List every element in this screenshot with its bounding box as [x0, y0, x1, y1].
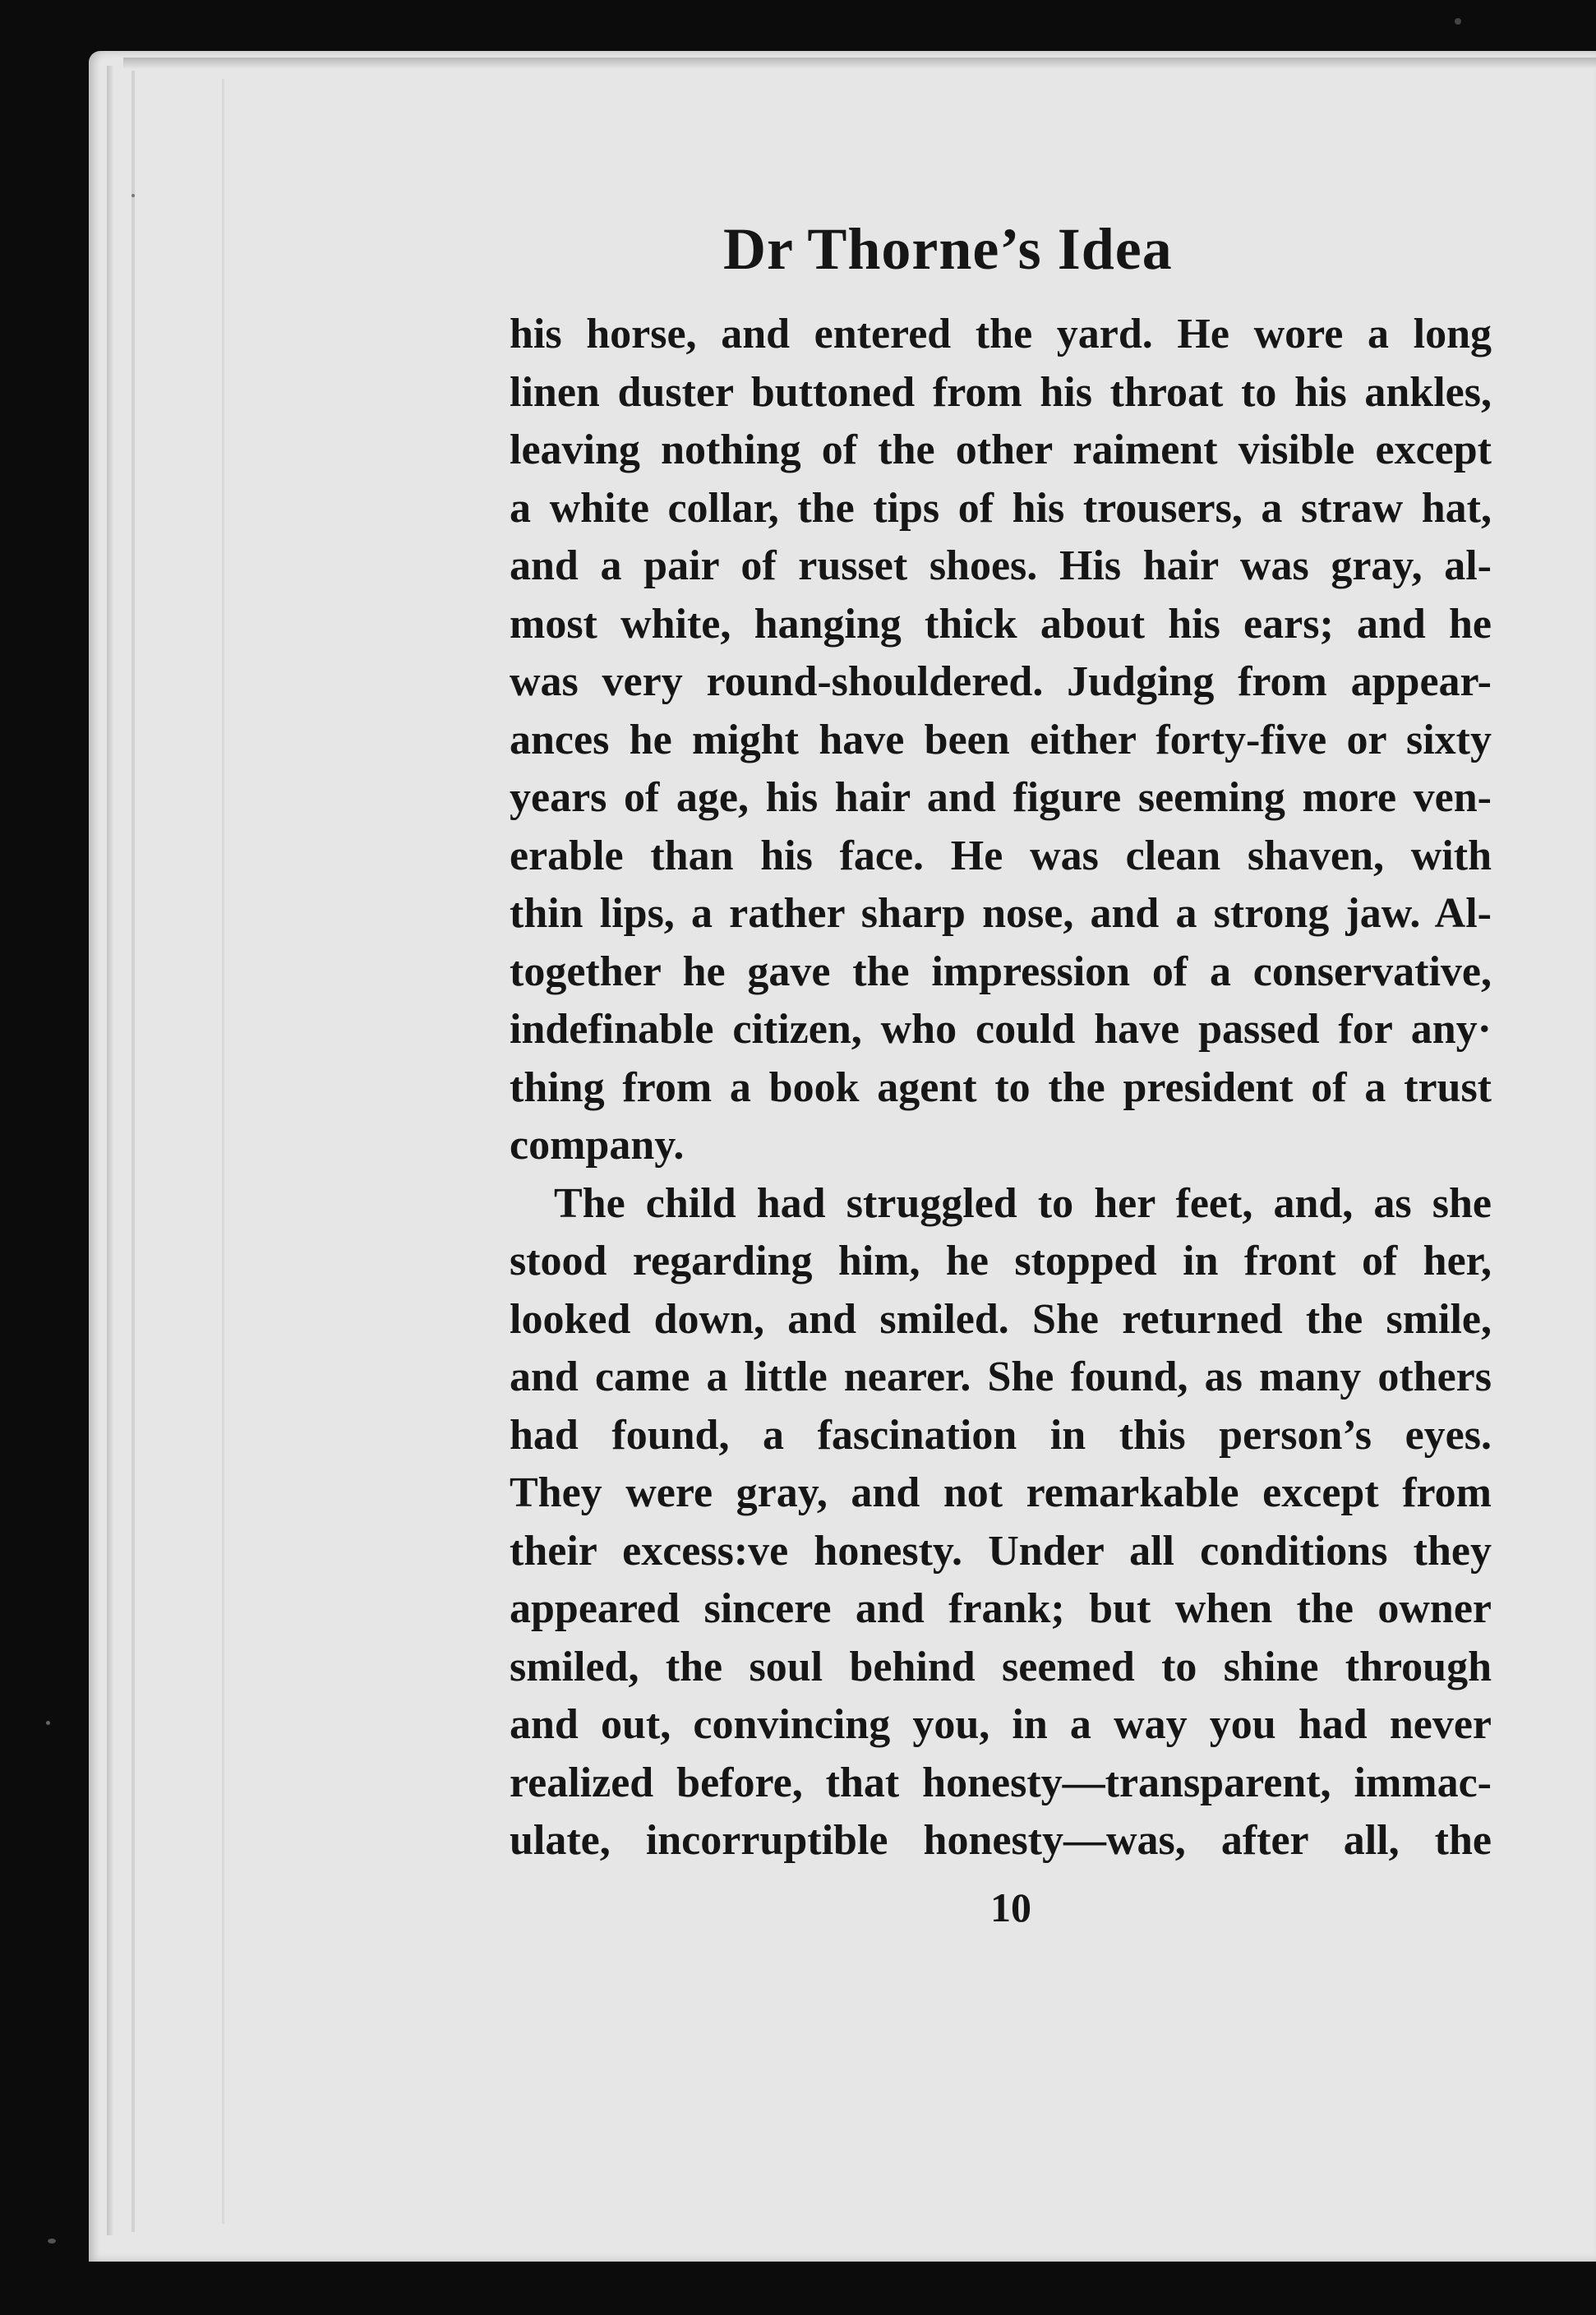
text-line: ances he might have been either forty-five or sixty: [510, 716, 1492, 763]
text-line: and out, convincing you, in a way you had never: [510, 1701, 1492, 1748]
text-line: smiled, the soul behind seemed to shine through: [510, 1643, 1492, 1690]
text-line: a white collar, the tips of his trousers, a straw hat,: [510, 484, 1492, 532]
text-line: most white, hanging thick about his ears; and he: [510, 600, 1492, 648]
text-line: linen duster buttoned from his throat to his ankles,: [510, 368, 1492, 416]
text-line: realized before, that honesty—transparent, immac-: [510, 1759, 1492, 1806]
text-line: erable than his face. He was clean shaven, with: [510, 832, 1492, 879]
page-edge-fold: [222, 79, 224, 2224]
scan-speck: [1455, 18, 1461, 25]
text-line: looked down, and smiled. She returned the smile,: [510, 1295, 1492, 1343]
text-line: and came a little nearer. She found, as many others: [510, 1353, 1492, 1400]
page-edge-left: [107, 66, 113, 2235]
text-line: and a pair of russet shoes. His hair was gray, al-: [510, 542, 1492, 589]
page-top-shadow: [123, 58, 1596, 69]
text-line: leaving nothing of the other raiment visible except: [510, 427, 1492, 473]
text-line: appeared sincere and frank; but when the owner: [510, 1585, 1492, 1632]
text-line: his horse, and entered the yard. He wore a long: [510, 311, 1492, 357]
text-line: They were gray, and not remarkable except from: [510, 1469, 1492, 1516]
page-edge-inner: [131, 71, 135, 2232]
text-line: indefinable citizen, who could have passed for any·: [510, 1006, 1492, 1053]
scan-speck: [131, 194, 135, 197]
scan-speck: [48, 2239, 56, 2244]
text-line: ulate, incorruptible honesty—was, after all, the: [510, 1817, 1492, 1864]
text-line: The child had struggled to her feet, and, as she: [554, 1179, 1492, 1227]
text-line: their excess:ve honesty. Under all conditions they: [510, 1527, 1492, 1575]
page-number: 10: [990, 1884, 1031, 1930]
text-line: thin lips, a rather sharp nose, and a strong jaw. Al-: [510, 890, 1492, 937]
text-line: together he gave the impression of a conservative,: [510, 948, 1492, 995]
text-line: years of age, his hair and figure seeming more ven-: [510, 774, 1492, 821]
running-title: Dr Thorne’s Idea: [723, 216, 1173, 282]
body-text: [510, 306, 1492, 1870]
text-line: thing from a book agent to the president of a trust: [510, 1063, 1492, 1111]
text-line: company.: [510, 1122, 685, 1169]
scan-speck: [46, 1721, 50, 1725]
text-line: was very round-shouldered. Judging from appear-: [510, 658, 1492, 705]
text-line: had found, a fascination in this person’s eyes.: [510, 1411, 1492, 1459]
text-line: stood regarding him, he stopped in front of her,: [510, 1238, 1492, 1284]
